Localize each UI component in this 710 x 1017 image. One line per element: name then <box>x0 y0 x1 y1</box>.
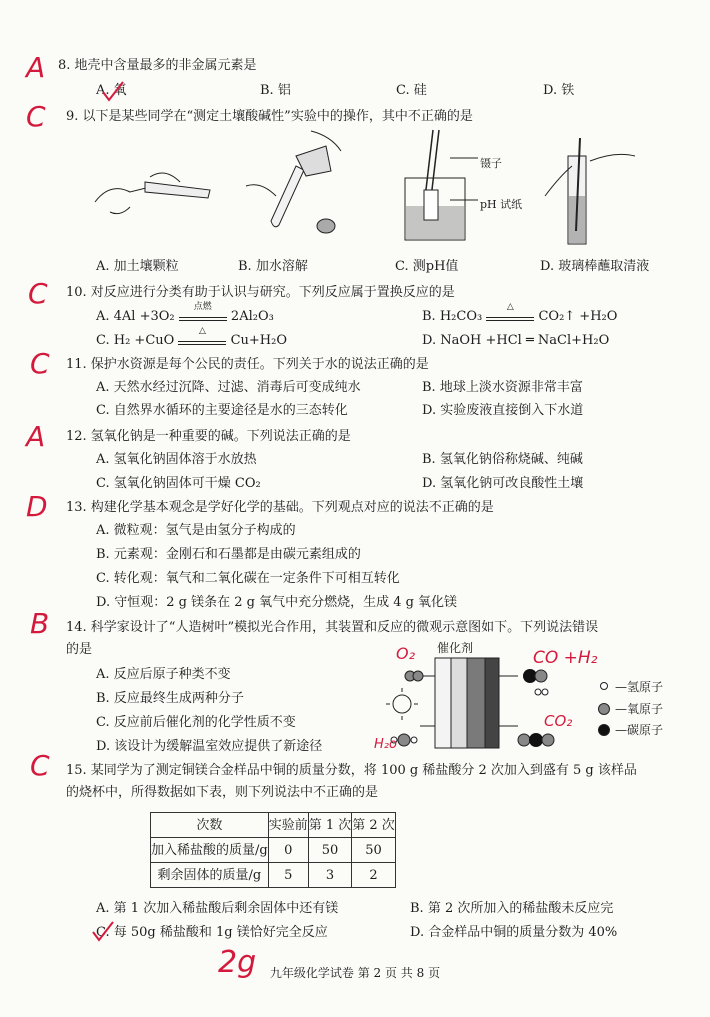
q14-option-d: D. 该设计为缓解温室效应提供了新途径 <box>96 739 323 754</box>
q9-label-ph-paper: pH 试纸 <box>480 198 523 211</box>
handwritten-answer-q14: B <box>30 607 50 640</box>
q15-option-b: B. 第 2 次所加入的稀盐酸未反应完 <box>410 901 614 916</box>
q10-b-reactants: B. H₂CO₃ <box>422 309 483 324</box>
q10-a-reactants: A. 4Al +3O₂ <box>96 309 175 324</box>
q15-option-c: C. 每 50g 稀盐酸和 1g 镁恰好完全反应 <box>96 925 328 940</box>
q9-figure-d <box>540 136 640 248</box>
q11-option-d: D. 实验废液直接倒入下水道 <box>422 403 584 418</box>
table-header: 第 2 次 <box>352 813 396 838</box>
q8-option-c: C. 硅 <box>396 83 427 98</box>
q14-stem-line2: 的是 <box>66 642 93 657</box>
handwritten-answer-q12: A <box>26 420 46 453</box>
handwritten-score: 2g <box>218 945 257 980</box>
q13-stem: 13. 构建化学基本观念是学好化学的基础。下列观点对应的说法不正确的是 <box>66 500 494 515</box>
table-row <box>151 838 396 863</box>
handwritten-h2o: H₂o <box>374 737 397 752</box>
legend-oxygen-atom <box>598 703 610 715</box>
table-row <box>151 863 396 888</box>
page-footer: 九年级化学试卷 第 2 页 共 8 页 <box>269 966 441 980</box>
q13-option-c: C. 转化观：氧气和二氧化碳在一定条件下可相互转化 <box>96 571 400 586</box>
q12-stem: 12. 氢氧化钠是一种重要的碱。下列说法正确的是 <box>66 429 351 444</box>
handwritten-answer-q11: C <box>30 347 50 380</box>
q8-option-b: B. 铝 <box>260 83 291 98</box>
legend-oxygen-label: —氧原子 <box>615 702 664 716</box>
check-mark-icon <box>90 920 116 944</box>
handwritten-answer-q13: D <box>26 490 48 523</box>
q13-option-d: D. 守恒观：2 g 镁条在 2 g 氧气中充分燃烧，生成 4 g 氧化镁 <box>96 595 458 610</box>
q10-option-c <box>96 325 288 348</box>
q10-a-condition <box>179 301 227 321</box>
q10-option-a <box>96 301 274 324</box>
q10-c-reactants: C. H₂ +CuO <box>96 333 175 348</box>
q10-c-products: Cu+H₂O <box>230 333 288 348</box>
q11-stem: 11. 保护水资源是每个公民的责任。下列关于水的说法正确的是 <box>66 357 429 372</box>
q10-b-condition-text: △ <box>506 301 514 312</box>
q14-catalyst-label: 催化剂 <box>437 641 474 655</box>
q9-label-tweezers: 镊子 <box>480 157 502 170</box>
q15-option-d: D. 合金样品中铜的质量分数为 40% <box>410 925 618 940</box>
q11-option-c: C. 自然界水循环的主要途径是水的三态转化 <box>96 403 348 418</box>
q10-option-d: D. NaOH +HCl ═ NaCl+H₂O <box>422 333 610 348</box>
q12-option-d: D. 氢氧化钠可改良酸性土壤 <box>422 476 584 491</box>
table-header: 实验前 <box>268 813 308 838</box>
table-cell: 50 <box>308 838 352 863</box>
table-header: 次数 <box>151 813 269 838</box>
q10-a-products: 2Al₂O₃ <box>230 309 274 324</box>
q9-option-d: D. 玻璃棒蘸取清液 <box>540 259 650 274</box>
table-header: 第 1 次 <box>308 813 352 838</box>
q8-option-a: A. 氧 <box>96 83 127 98</box>
q12-option-c: C. 氢氧化钠固体可干燥 CO₂ <box>96 476 261 491</box>
table-header-row <box>151 813 396 838</box>
legend-carbon-label: —碳原子 <box>615 723 664 737</box>
handwritten-co-h2: CO +H₂ <box>533 648 598 668</box>
legend-hydrogen-atom <box>600 682 608 690</box>
q13-option-b: B. 元素观：金刚石和石墨都是由碳元素组成的 <box>96 547 361 562</box>
handwritten-answer-q8: A <box>26 51 46 84</box>
q15-option-a: A. 第 1 次加入稀盐酸后剩余固体中还有镁 <box>96 901 339 916</box>
q14-stem-line1: 14. 科学家设计了“人造树叶”模拟光合作用，其装置和反应的微观示意图如下。下列说法错误 <box>66 620 599 635</box>
q10-c-condition-text: △ <box>198 325 206 336</box>
q10-a-condition-text: 点燃 <box>193 301 212 312</box>
q9-option-a: A. 加土壤颗粒 <box>96 259 179 274</box>
q14-option-b: B. 反应最终生成两种分子 <box>96 691 244 706</box>
handwritten-answer-q9: C <box>26 100 46 133</box>
q10-b-products: CO₂↑ +H₂O <box>538 309 618 324</box>
table-cell: 0 <box>268 838 308 863</box>
handwritten-answer-q15: C <box>30 749 50 782</box>
q13-option-a: A. 微粒观：氢气是由氢分子构成的 <box>96 523 296 538</box>
q8-stem: 8. 地壳中含量最多的非金属元素是 <box>58 58 257 73</box>
q9-figure-b <box>236 126 346 238</box>
q10-c-condition <box>178 325 226 345</box>
q14-option-c: C. 反应前后催化剂的化学性质不变 <box>96 715 296 730</box>
q10-option-b <box>422 301 618 324</box>
table-cell: 3 <box>308 863 352 888</box>
check-mark-icon <box>100 80 126 104</box>
q11-option-b: B. 地球上淡水资源非常丰富 <box>422 380 583 395</box>
table-cell: 剩余固体的质量/g <box>151 863 269 888</box>
q15-stem-line2: 的烧杯中，所得数据如下表，则下列说法中不正确的是 <box>66 785 379 800</box>
q12-option-b: B. 氢氧化钠俗称烧碱、纯碱 <box>422 452 583 467</box>
legend-hydrogen-label: —氢原子 <box>615 680 664 694</box>
q10-b-condition <box>486 301 534 321</box>
q9-option-c: C. 测pH值 <box>395 259 459 274</box>
q8-option-d: D. 铁 <box>543 83 575 98</box>
handwritten-answer-q10: C <box>28 277 48 310</box>
q14-option-a: A. 反应后原子种类不变 <box>96 667 231 682</box>
handwritten-o2: O₂ <box>396 644 416 663</box>
q9-label-lines <box>450 152 480 202</box>
q15-data-table <box>150 812 396 888</box>
table-cell: 5 <box>268 863 308 888</box>
legend-carbon-atom <box>598 724 610 736</box>
handwritten-co2: CO₂ <box>544 712 573 730</box>
table-cell: 加入稀盐酸的质量/g <box>151 838 269 863</box>
q9-stem: 9. 以下是某些同学在“测定土壤酸碱性”实验中的操作，其中不正确的是 <box>66 109 473 124</box>
q15-stem-line1: 15. 某同学为了测定铜镁合金样品中铜的质量分数，将 100 g 稀盐酸分 2 次加入到盛有 5 g 该样品 <box>66 763 637 778</box>
q9-figure-a <box>90 152 220 227</box>
q10-stem: 10. 对反应进行分类有助于认识与研究。下列反应属于置换反应的是 <box>66 285 455 300</box>
q11-option-a: A. 天然水经过沉降、过滤、消毒后可变成纯水 <box>96 380 361 395</box>
q9-option-b: B. 加水溶解 <box>238 259 308 274</box>
table-cell: 2 <box>352 863 396 888</box>
table-cell: 50 <box>352 838 396 863</box>
artificial-leaf-diagram <box>380 656 580 756</box>
q12-option-a: A. 氢氧化钠固体溶于水放热 <box>96 452 257 467</box>
